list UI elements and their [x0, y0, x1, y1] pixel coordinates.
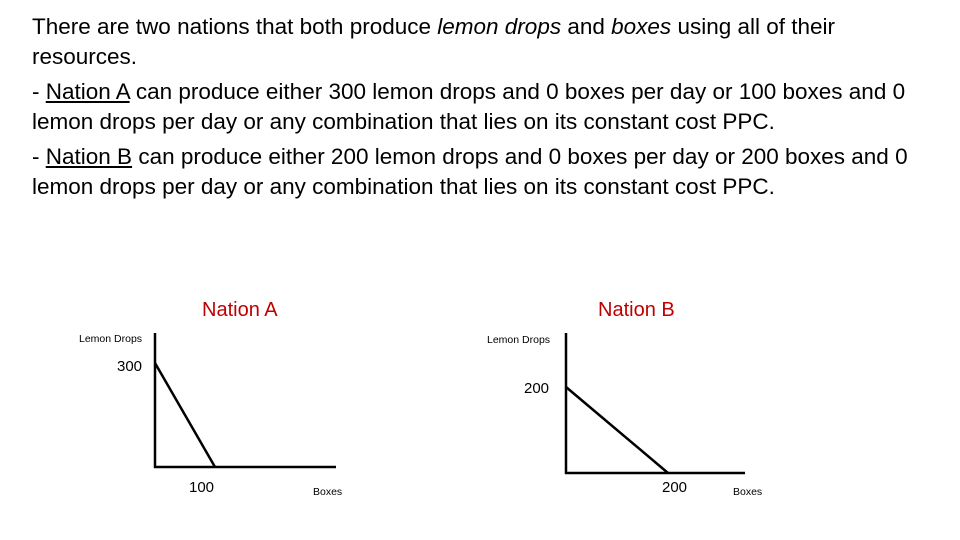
- nation-a-dash: -: [32, 79, 46, 104]
- nation-b-x-axis-label: Boxes: [733, 486, 763, 498]
- nation-b-name: Nation B: [45, 144, 133, 169]
- nation-b-chart-title: Nation B: [598, 299, 675, 321]
- nation-b-y-axis-label: Lemon Drops: [487, 334, 551, 346]
- intro-item-boxes: boxes: [611, 14, 672, 39]
- nation-a-x-axis-label: Boxes: [313, 486, 343, 498]
- nation-b-ppc-line: [566, 387, 668, 473]
- nation-b-dash: -: [32, 144, 46, 169]
- intro-before: There are two nations that both produce: [32, 14, 438, 39]
- nation-b-description: can produce either 200 lemon drops and 0 boxes per day or 200 boxes and 0 lemon drops per day or any combination that lies on its constant cost PPC.: [32, 144, 908, 199]
- nation-b-x-tick-label: 200: [662, 479, 688, 496]
- nation-a-chart-title: Nation A: [202, 299, 278, 321]
- nation-a-y-axis-label: Lemon Drops: [79, 333, 143, 345]
- intro-item-lemon-drops: lemon drops: [437, 14, 562, 39]
- intro-and: and: [561, 14, 612, 39]
- nation-a-ppc-line: [155, 363, 215, 467]
- nation-a-description: can produce either 300 lemon drops and 0 boxes per day or 100 boxes and 0 lemon drops per day or any combination that lies on its constant cost PPC.: [32, 79, 906, 134]
- nation-b-y-tick-label: 200: [524, 380, 550, 397]
- intro-after: using all of their resources.: [32, 14, 836, 69]
- nation-a-y-tick-label: 300: [117, 358, 143, 375]
- nation-a-axes: [154, 333, 336, 468]
- nation-a-x-tick-label: 100: [189, 479, 215, 496]
- nation-a-name: Nation A: [45, 79, 130, 104]
- nation-b-axes: [565, 333, 745, 474]
